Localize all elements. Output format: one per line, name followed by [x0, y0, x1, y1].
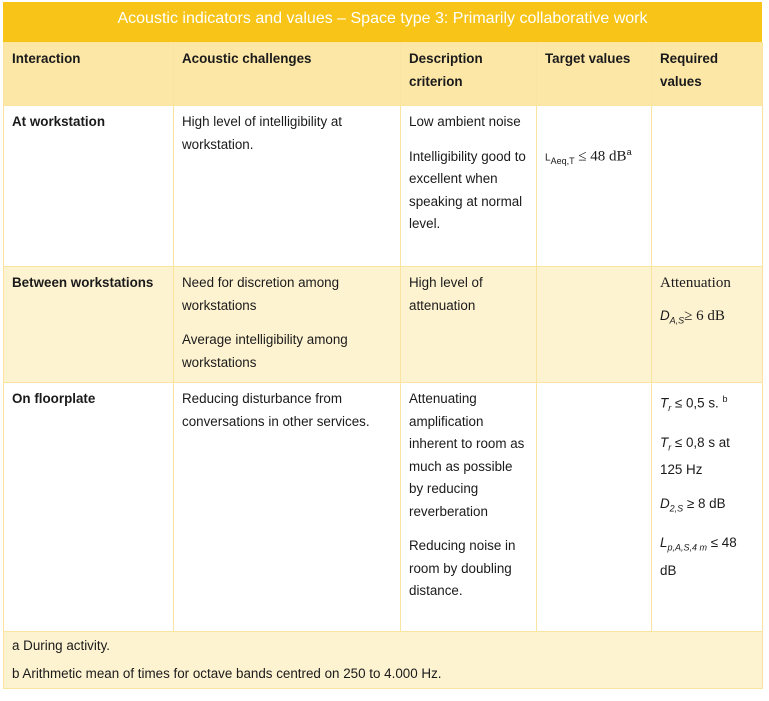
header-criterion-line1: Description	[409, 51, 483, 66]
target-rest: ≤ 48 dB	[574, 148, 627, 165]
required-symbol: T	[660, 434, 669, 450]
required-value	[660, 305, 754, 332]
footnote: b Arithmetic mean of times for octave bands centred on 250 to 4.000 Hz.	[12, 666, 442, 681]
required-subscript: A,S	[669, 315, 685, 326]
required-attenuation: Attenuation	[660, 275, 731, 291]
criterion-cell	[401, 267, 537, 383]
footnotes-cell	[4, 632, 763, 689]
footnotes-row	[4, 632, 763, 689]
target-cell	[537, 267, 652, 383]
criterion-text: Intelligibility good to excellent when speaking at normal level.	[409, 148, 526, 231]
required-value	[660, 388, 754, 420]
criterion-cell	[401, 383, 537, 632]
required-subscript: 2,S	[669, 503, 684, 514]
required-rest: ≤ 48 dB	[660, 535, 737, 578]
required-subscript: p,A,S,4 m	[667, 543, 707, 554]
challenge-text: Need for discretion among workstations	[182, 275, 340, 313]
challenges-cell	[174, 267, 401, 383]
criterion-text: Low ambient noise	[409, 114, 521, 129]
required-subscript: r	[668, 403, 672, 414]
header-criterion-line2: criterion	[409, 73, 463, 89]
target-cell	[537, 383, 652, 632]
criterion-text: Attenuating amplification inherent to room as much as possible by reducing reverberation	[409, 391, 525, 519]
required-value	[660, 432, 754, 482]
header-interaction: Interaction	[4, 43, 174, 106]
table-row	[4, 267, 763, 383]
acoustic-values-table	[3, 42, 763, 689]
interaction-cell: At workstation	[4, 106, 174, 267]
required-value	[660, 532, 754, 582]
required-rest: ≥ 8 dB	[683, 496, 726, 512]
target-symbol: L	[545, 152, 551, 164]
challenge-text: Reducing disturbance from conversations in other services.	[182, 391, 370, 429]
criterion-cell	[401, 106, 537, 267]
required-value	[660, 493, 754, 520]
header-required	[652, 43, 763, 106]
criterion-text: Reducing noise in room by doubling distance.	[409, 538, 516, 598]
table-row	[4, 106, 763, 267]
header-required-line2: values	[660, 73, 702, 89]
table-title: Acoustic indicators and values – Space type 3: Primarily collaborative work	[3, 2, 762, 42]
required-symbol: L	[660, 535, 668, 551]
required-subscript: r	[668, 442, 672, 453]
challenges-cell	[174, 383, 401, 632]
challenges-cell	[174, 106, 401, 267]
target-subscript: Aeq,T	[550, 156, 575, 167]
required-cell	[652, 267, 763, 383]
required-symbol: T	[660, 395, 669, 411]
target-cell	[537, 106, 652, 267]
required-symbol: D	[660, 307, 670, 323]
target-superscript: a	[626, 147, 632, 157]
required-cell	[652, 383, 763, 632]
required-superscript: b	[722, 394, 728, 404]
target-value	[545, 141, 643, 173]
interaction-cell: Between workstations	[4, 267, 174, 383]
required-cell	[652, 106, 763, 267]
header-target: Target values	[537, 43, 652, 106]
header-required-line1: Required	[660, 51, 719, 66]
table-row	[4, 383, 763, 632]
challenge-text: High level of intelligibility at workstation.	[182, 114, 343, 152]
required-rest: ≤ 0,8 s at 125 Hz	[660, 434, 730, 477]
interaction-cell: On floorplate	[4, 383, 174, 632]
criterion-text: High level of attenuation	[409, 275, 483, 313]
required-rest: ≤ 0,5 s.	[671, 395, 723, 411]
header-challenges: Acoustic challenges	[174, 43, 401, 106]
challenge-text: Average intelligibility among workstations	[182, 332, 348, 370]
required-rest: ≥ 6 dB	[684, 307, 725, 324]
header-criterion	[401, 43, 537, 106]
footnote: a During activity.	[12, 638, 110, 653]
table-header-row	[4, 43, 763, 106]
required-symbol: D	[660, 496, 670, 512]
